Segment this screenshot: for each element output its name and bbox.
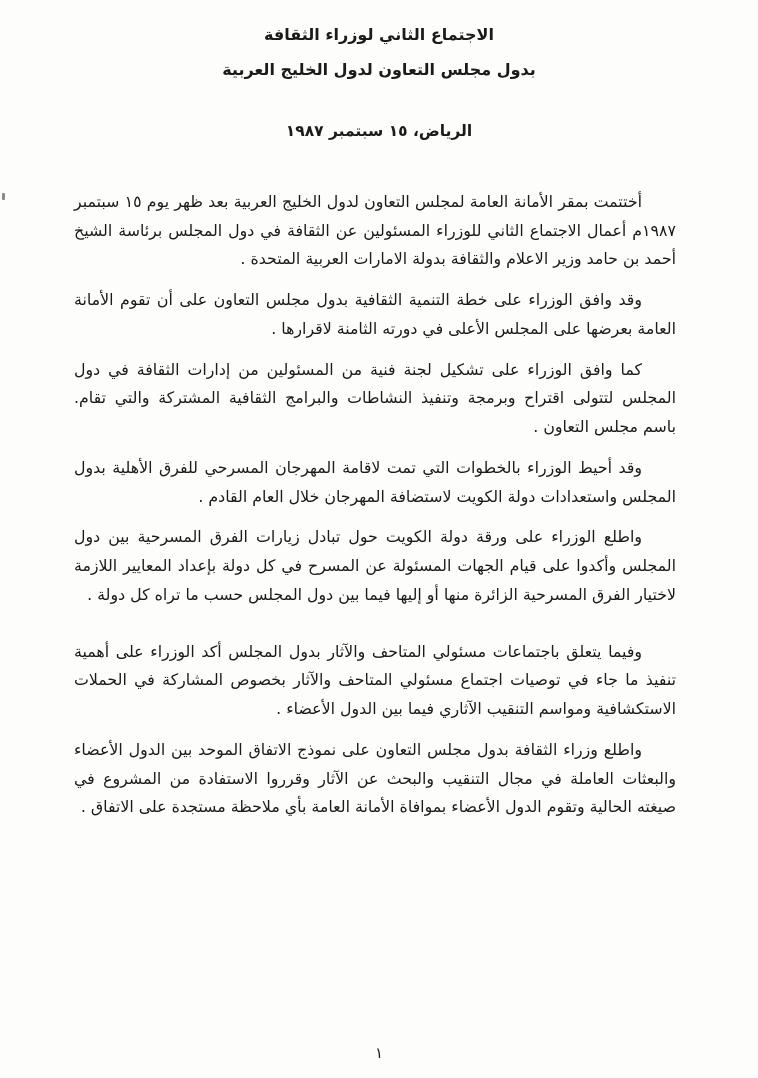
paragraph-7: واطلع وزراء الثقافة بدول مجلس التعاون على نموذج الاتفاق الموحد بين الدول الأعضاء والبعثات العاملة في مجال التنقيب والبحث عن الآثار وقرروا الاستفادة من المشروع في صيغته الحالية وتقوم الدول الأعضاء بموافاة الأمانة العامة بأي ملاحظة مستجدة على الاتفاق . <box>74 739 676 817</box>
document-title-line1: الاجتماع الثاني لوزراء الثقافة <box>264 25 494 44</box>
paragraph-3: كما وافق الوزراء على تشكيل لجنة فنية من المسئولين من إدارات الثقافة في دول المجلس لتتولى اقتراح وبرمجة وتنفيذ النشاطات والبرامج الثقافية المشتركة والتي تقام. باسم مجلس التعاون . <box>74 359 676 437</box>
paragraph-4: وقد أحيط الوزراء بالخطوات التي تمت لاقامة المهرجان المسرحي للفرق الأهلية بدول المجلس واستعدادات دولة الكويت لاستضافة المهرجان خلال العام القادم . <box>74 457 676 506</box>
document-body <box>0 140 758 822</box>
document-dateline: الرياض، ١٥ سبتمبر ١٩٨٧ <box>285 121 473 140</box>
paragraph-2: وقد وافق الوزراء على خطة التنمية الثقافية بدول مجلس التعاون على أن تقوم الأمانة العامة بعرضها على المجلس الأعلى في دورته الثامنة لاقرارها . <box>74 290 676 338</box>
scan-artifact-mark <box>2 193 5 200</box>
paragraph-6: وفيما يتعلق باجتماعات مسئولي المتاحف والآثار بدول المجلس أكد الوزراء على أهمية تنفيذ ما جاء في توصيات اجتماع مسئولي المتاحف والآثار بخصوص المشاركة في الحملات الاستكشافية ومواسم التنقيب الآثاري فيما بين الدول الأعضاء . <box>74 641 676 719</box>
page-number: ١ <box>374 1044 384 1062</box>
document-header <box>0 0 758 140</box>
document-footer <box>0 1043 758 1062</box>
paragraph-5: واطلع الوزراء على ورقة دولة الكويت حول تبادل زيارات الفرق المسرحية بين دول المجلس وأكدوا على قيام الجهات المسئولة عن المسرح في كل دولة بإعداد المعايير اللازمة لاختيار الفرق المسرحية الزائرة منها أو إليها فيما بين دول المجلس حسب ما تراه كل دولة . <box>74 527 676 604</box>
paragraph-1: أختتمت بمقر الأمانة العامة لمجلس التعاون لدول الخليج العربية بعد ظهر يوم ١٥ سبتمبر ١٩٨٧م أعمال الاجتماع الثاني للوزراء المسئولين عن الثقافة في دول المجلس برئاسة الشيخ أحمد بن حامد وزير الاعلام والثقافة بدولة الامارات العربية المتحدة . <box>74 191 676 269</box>
document-title-line2: بدول مجلس التعاون لدول الخليج العربية <box>222 60 536 80</box>
